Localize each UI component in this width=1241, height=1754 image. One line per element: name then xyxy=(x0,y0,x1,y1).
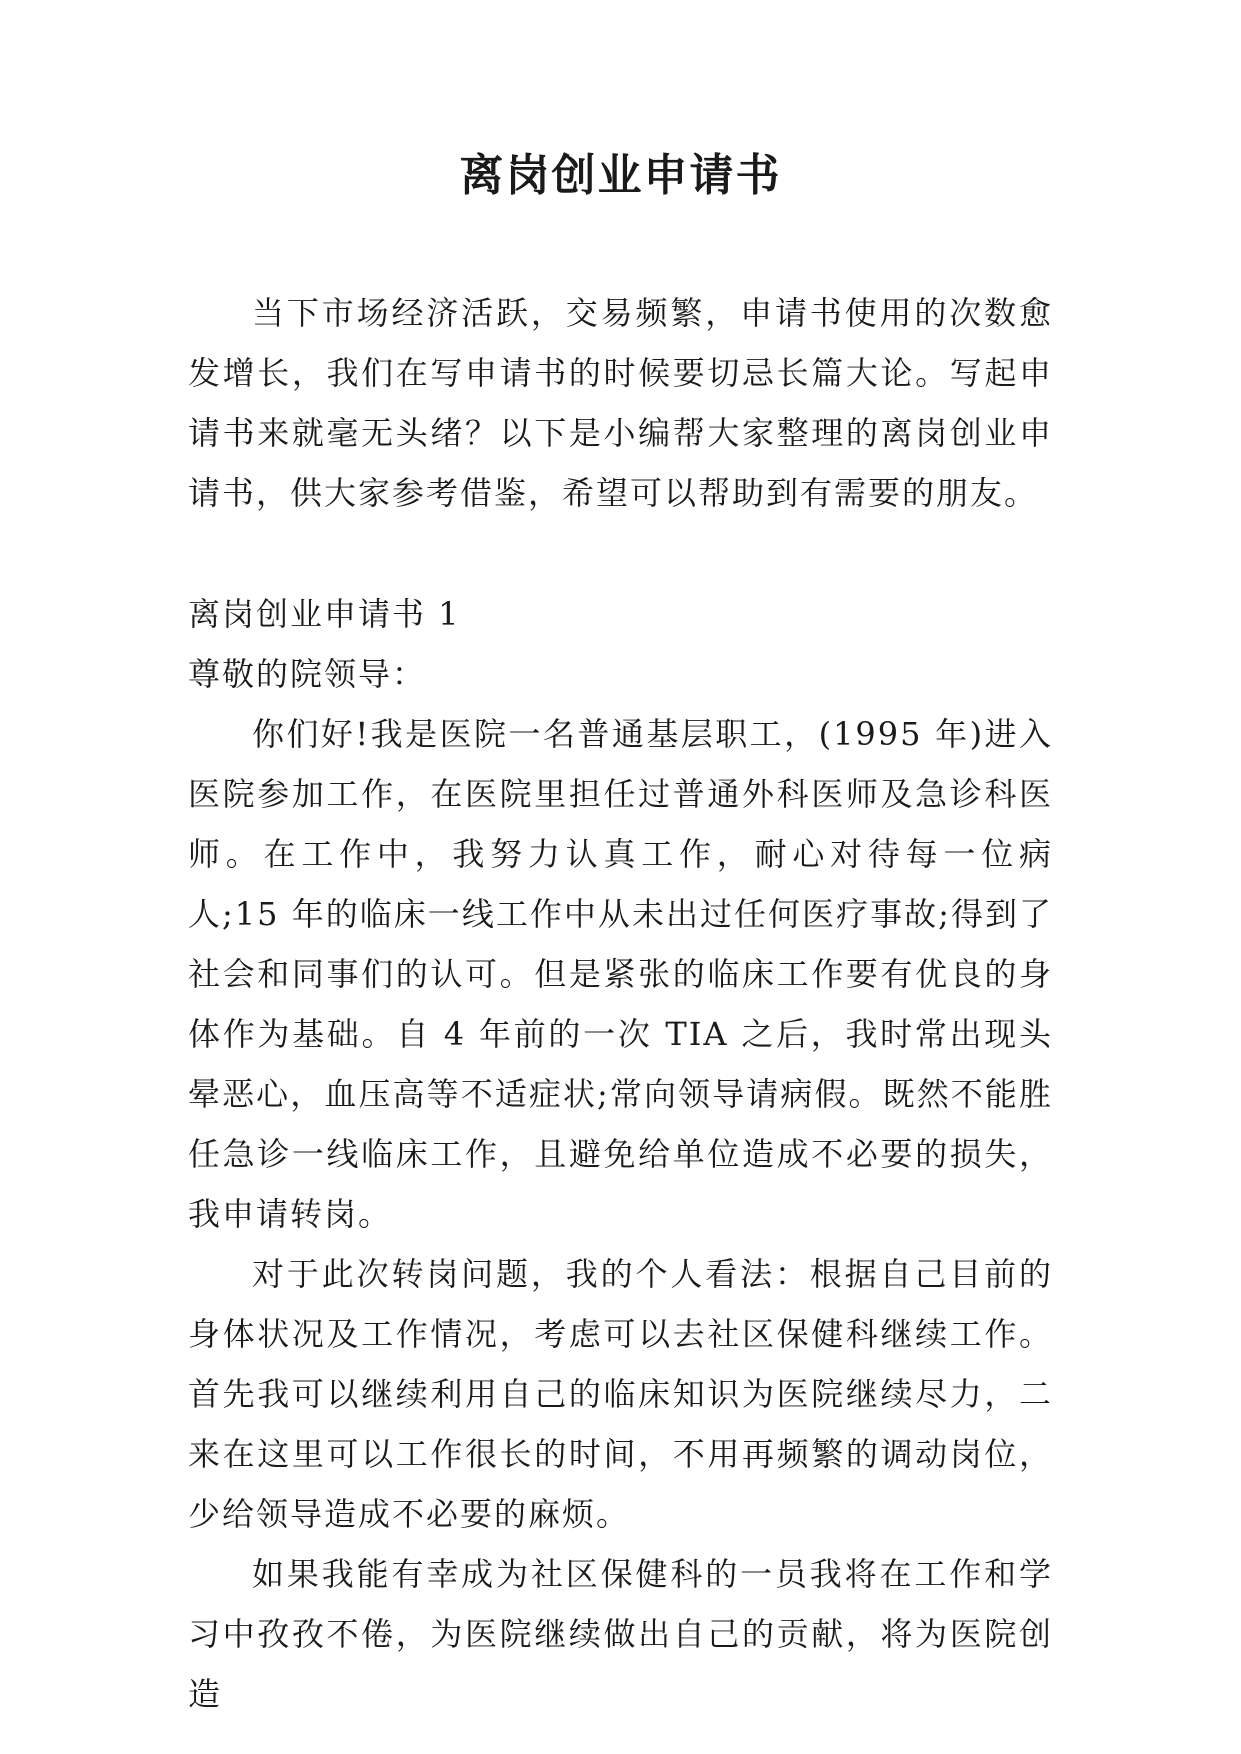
letter-paragraph: 对于此次转岗问题，我的个人看法：根据自己目前的身体状况及工作情况，考虑可以去社区保健科继续工作。首先我可以继续利用自己的临床知识为医院继续尽力，二来在这里可以工作很长的时间，不用再频繁的调动岗位，少给领导造成不必要的麻烦。 xyxy=(188,1255,1053,1533)
letter-paragraph: 你们好!我是医院一名普通基层职工，(1995 年)进入医院参加工作，在医院里担任过普通外科医师及急诊科医师。在工作中，我努力认真工作，耐心对待每一位病人;15 年的临床一线工作中从未出过任何医疗事故;得到了社会和同事们的认可。但是紧张的临床工作要有优良的身体作为基础。自 4 年前的一次 TIA 之后，我时常出现头晕恶心，血压高等不适症状;常向领导请病假。既然不能胜任急诊一线临床工作，且避免给单位造成不必要的损失，我申请转岗。 xyxy=(188,715,1053,1233)
section-heading: 离岗创业申请书 1 xyxy=(188,595,461,633)
intro-block xyxy=(188,283,1053,523)
letter-block xyxy=(188,584,1053,1724)
document-title: 离岗创业申请书 xyxy=(459,150,782,201)
letter-paragraph: 如果我能有幸成为社区保健科的一员我将在工作和学习中孜孜不倦，为医院继续做出自己的贡献，将为医院创造 xyxy=(188,1555,1053,1713)
salutation: 尊敬的院领导： xyxy=(188,655,427,693)
intro-paragraph: 当下市场经济活跃，交易频繁，申请书使用的次数愈发增长，我们在写申请书的时候要切忌长篇大论。写起申请书来就毫无头绪？以下是小编帮大家整理的离岗创业申请书，供大家参考借鉴，希望可以帮助到有需要的朋友。 xyxy=(188,294,1053,512)
